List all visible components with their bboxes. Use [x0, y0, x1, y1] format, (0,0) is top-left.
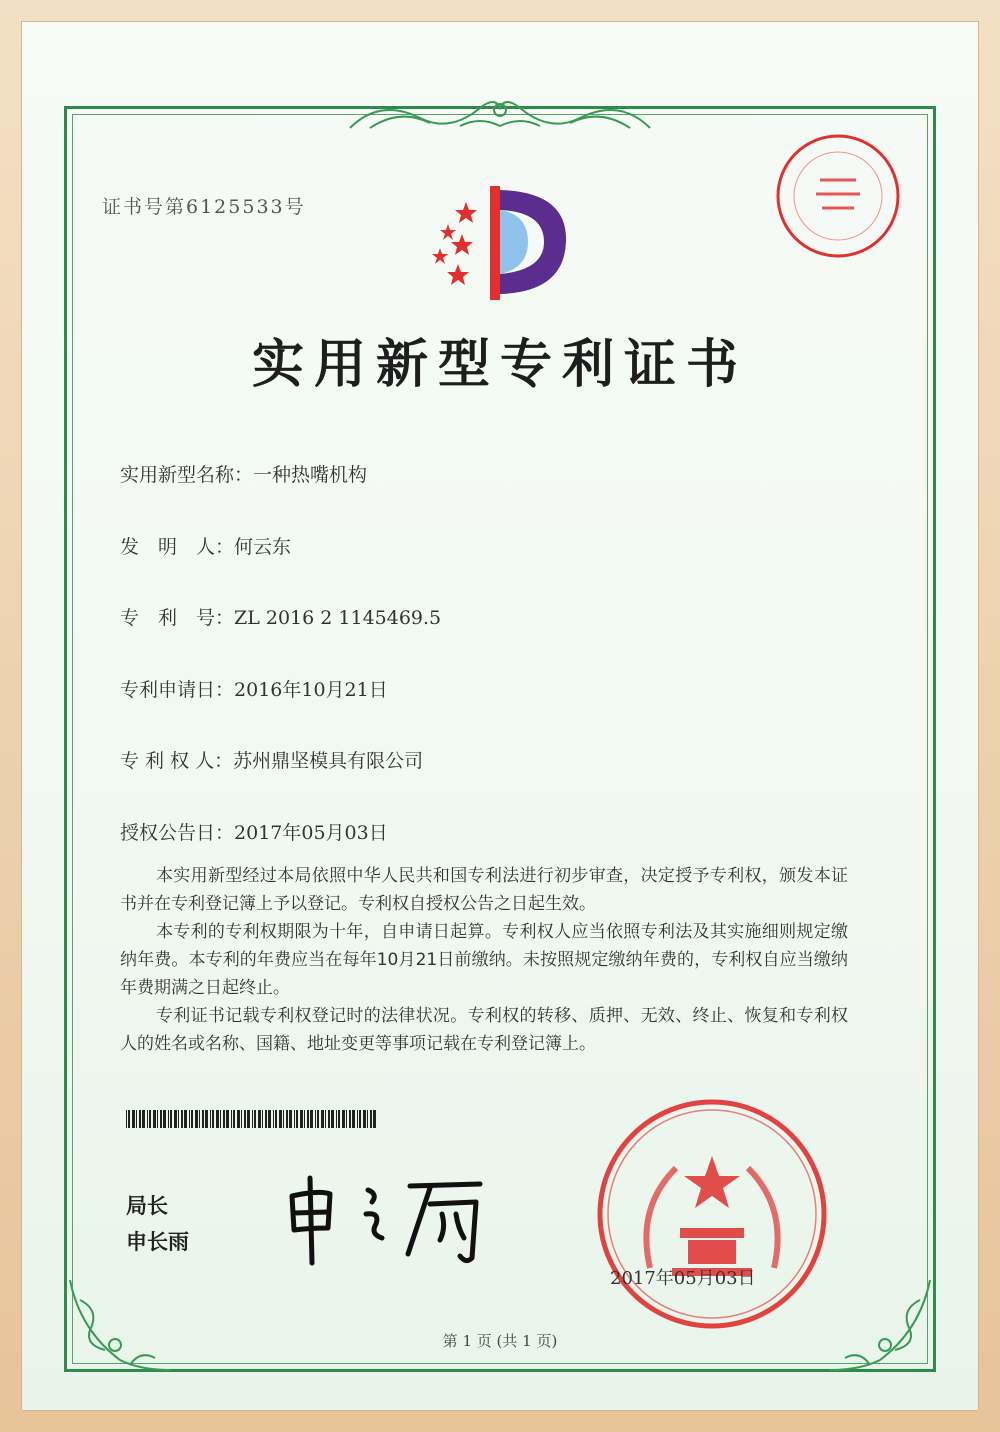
barcode-bar — [294, 1110, 295, 1128]
barcode-bar — [359, 1110, 361, 1128]
barcode-bar — [170, 1110, 172, 1128]
paragraph-3: 专利证书记载专利权登记时的法律状况。专利权的转移、质押、无效、终止、恢复和专利权人的姓名或名称、国籍、地址变更等事项记载在专利登记簿上。 — [120, 1006, 848, 1054]
barcode-bar — [132, 1110, 135, 1128]
barcode-bar — [304, 1110, 305, 1128]
director-signature-icon — [280, 1168, 510, 1268]
tax-stamp-seal-icon — [772, 130, 904, 262]
certificate-title: 实用新型专利证书 — [251, 334, 748, 395]
barcode-bar — [265, 1110, 267, 1128]
page-number: 第 1 页 (共 1 页) — [442, 1332, 558, 1350]
barcode-bar — [216, 1110, 219, 1128]
field-grant-date: 授权公告日：2017年05月03日 — [120, 822, 388, 844]
barcode-bar — [342, 1110, 345, 1128]
barcode-bar — [331, 1110, 334, 1128]
corner-ornament-icon — [60, 1270, 180, 1380]
barcode-bar — [336, 1110, 337, 1128]
barcode-bar — [205, 1110, 208, 1128]
barcode-bar — [268, 1110, 271, 1128]
barcode-bar — [231, 1110, 232, 1128]
barcode-bar — [279, 1110, 282, 1128]
barcode-bar — [136, 1110, 137, 1128]
barcode-bar — [325, 1110, 326, 1128]
barcode-bar — [275, 1110, 277, 1128]
director-name: 申长雨 — [126, 1230, 189, 1254]
barcode-bar — [233, 1110, 235, 1128]
barcode-bar — [212, 1110, 214, 1128]
barcode-bar — [220, 1110, 221, 1128]
barcode-bar — [199, 1110, 200, 1128]
barcode-bar — [237, 1110, 240, 1128]
paragraph-1: 本实用新型经过本局依照中华人民共和国专利法进行初步审查，决定授予专利权，颁发本证书并在专利登记簿上予以登记。专利权自授权公告之日起生效。 — [120, 866, 848, 914]
barcode-bar — [373, 1110, 376, 1128]
barcode-bar — [139, 1110, 141, 1128]
field-patent-number: 专 利 号：ZL 2016 2 1145469.5 — [120, 607, 442, 629]
barcode-bar — [310, 1110, 313, 1128]
barcode-bar — [338, 1110, 340, 1128]
barcode-bar — [147, 1110, 148, 1128]
barcode-bar — [181, 1110, 183, 1128]
field-utility-name: 实用新型名称：一种热嘴机构 — [120, 464, 368, 486]
barcode-bar — [352, 1110, 355, 1128]
barcode-bar — [262, 1110, 263, 1128]
barcode-icon — [126, 1110, 376, 1128]
barcode-bar — [128, 1110, 130, 1128]
barcode-bar — [149, 1110, 151, 1128]
barcode-bar — [289, 1110, 292, 1128]
barcode-bar — [210, 1110, 211, 1128]
barcode-bar — [307, 1110, 309, 1128]
barcode-bar — [160, 1110, 162, 1128]
field-patentee: 专 利 权 人：苏州鼎坚模具有限公司 — [120, 750, 424, 772]
field-inventor: 发 明 人：何云东 — [120, 536, 292, 558]
barcode-bar — [328, 1110, 330, 1128]
patent-office-logo-icon — [418, 182, 568, 304]
barcode-bar — [174, 1110, 177, 1128]
barcode-bar — [254, 1110, 256, 1128]
barcode-bar — [273, 1110, 274, 1128]
barcode-bar — [370, 1110, 372, 1128]
barcode-bar — [226, 1110, 229, 1128]
barcode-bar — [241, 1110, 242, 1128]
corner-ornament-icon — [820, 1270, 940, 1380]
barcode-bar — [317, 1110, 319, 1128]
top-ornament-icon — [340, 88, 660, 138]
barcode-bar — [346, 1110, 347, 1128]
barcode-bar — [367, 1110, 368, 1128]
barcode-bar — [126, 1110, 127, 1128]
national-ip-office-seal-icon — [592, 1098, 832, 1330]
barcode-bar — [189, 1110, 190, 1128]
barcode-bar — [157, 1110, 158, 1128]
barcode-bar — [163, 1110, 166, 1128]
barcode-bar — [349, 1110, 351, 1128]
barcode-bar — [321, 1110, 324, 1128]
barcode-bar — [296, 1110, 298, 1128]
barcode-bar — [142, 1110, 145, 1128]
barcode-bar — [244, 1110, 246, 1128]
barcode-bar — [252, 1110, 253, 1128]
barcode-bar — [286, 1110, 288, 1128]
barcode-bar — [184, 1110, 187, 1128]
barcode-bar — [168, 1110, 169, 1128]
barcode-bar — [315, 1110, 316, 1128]
barcode-bar — [363, 1110, 366, 1128]
barcode-bar — [195, 1110, 198, 1128]
barcode-bar — [153, 1110, 156, 1128]
barcode-bar — [300, 1110, 303, 1128]
certificate-number: 证书号第6125533号 — [102, 196, 306, 218]
barcode-bar — [357, 1110, 358, 1128]
field-filing-date: 专利申请日：2016年10月21日 — [120, 679, 388, 701]
director-title: 局长 — [126, 1194, 168, 1218]
barcode-bar — [178, 1110, 179, 1128]
barcode-bar — [258, 1110, 261, 1128]
seal-date: 2017年05月03日 — [610, 1268, 756, 1289]
barcode-bar — [223, 1110, 225, 1128]
barcode-bar — [283, 1110, 284, 1128]
barcode-bar — [191, 1110, 193, 1128]
barcode-bar — [247, 1110, 250, 1128]
paragraph-2: 本专利的专利权期限为十年，自申请日起算。专利权人应当依照专利法及其实施细则规定缴纳年费。本专利的年费应当在每年10月21日前缴纳。未按照规定缴纳年费的，专利权自应当缴纳年费期满之日起终止。 — [120, 922, 848, 998]
barcode-bar — [202, 1110, 204, 1128]
